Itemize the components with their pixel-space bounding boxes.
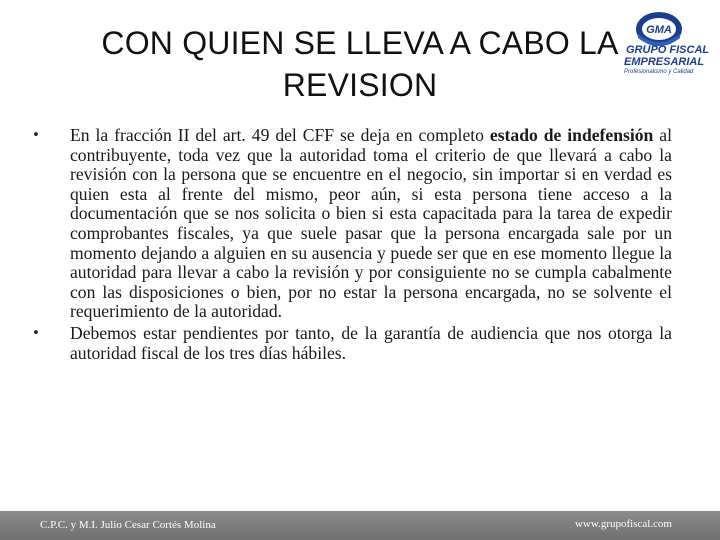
logo-mark-text: GMA [646,24,672,36]
bullet-2-text: Debemos estar pendientes por tanto, de la garantía de audiencia que nos otorga la autoridad fiscal de los tres días hábiles. [70,322,672,363]
company-logo [620,10,716,78]
bullet-list [28,126,672,365]
bullet-1-text-end: al contribuyente, toda vez que la autoridad toma el criterio de que llevará a cabo la revisión con la persona que se encuentre en el negocio, sin importar si en verdad es quien esta al frente del mismo, peor aún, si esta persona tiene acceso a la documentación que se nos solicita o bien si esta capacitada para la tarea de expedir comprobantes fiscales, ya que suele pasar que la persona encargada sale por un momento dejando a alguien en su ausencia y puede ser que en ese momento llegue la autoridad para llevar a cabo la revisión y por consiguiente no se cumpla cabalmente con las disposiciones o bien, por no estar la persona encargada, no se solvente el requerimiento de la autoridad. [70,125,672,322]
bullet-dot-icon: • [32,325,40,341]
footer-website-link[interactable]: www.grupofiscal.com [574,518,672,530]
slide-title-line-1: CON QUIEN SE LLEVA A CABO LA [101,25,619,61]
bullet-1-text-start: En la fracción II del art. 49 del CFF se deja en completo [70,125,490,145]
bullet-1-bold-text: estado de indefensión [489,125,654,145]
bullet-dot-icon: • [32,128,40,143]
footer-author: C.P.C. y M.I. Julio Cesar Cortés Molina [40,519,216,531]
slide-title [60,22,660,106]
logo-tagline: Profesionalismo y Calidad [624,69,694,75]
gma-logo-mark-icon [634,10,684,48]
footer-bar [0,511,720,540]
bullet-item-1 [28,126,672,322]
bullet-item-2 [28,324,672,363]
slide-title-line-2: REVISION [282,67,438,103]
logo-text-line-2: EMPRESARIAL [624,56,705,68]
logo-text-line-1: GRUPO FISCAL [626,44,710,56]
